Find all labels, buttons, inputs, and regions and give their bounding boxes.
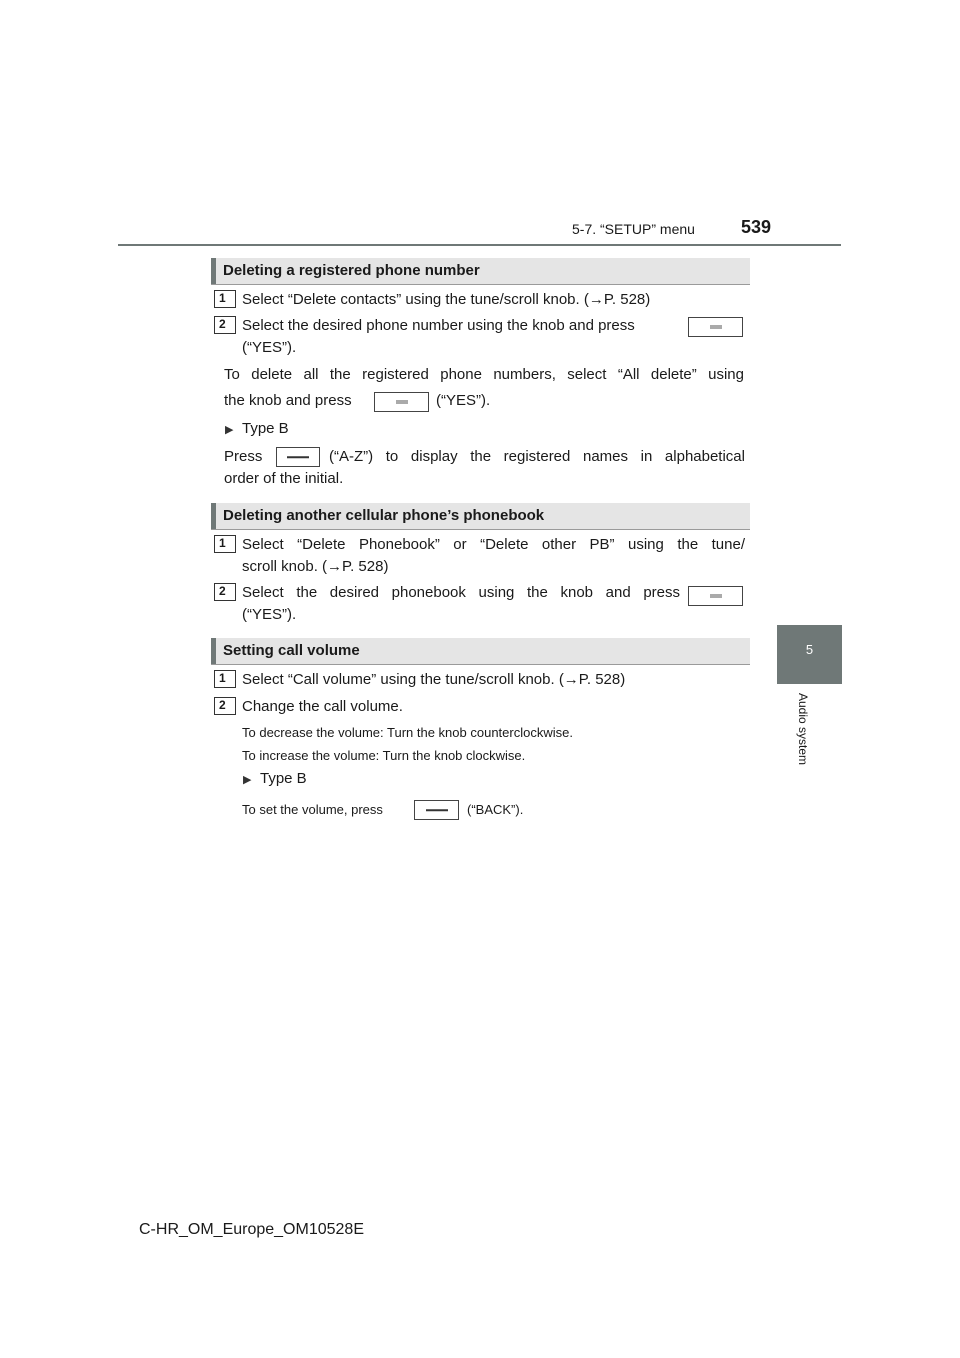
typeb-text: (“A-Z”) to display the registered names in alphabetical (329, 448, 745, 465)
section-title: Deleting another cellular phone’s phonebook (223, 507, 545, 524)
chapter-title: Audio system (796, 693, 810, 766)
note-text: To set the volume, press (242, 802, 383, 817)
note-text: To decrease the volume: Turn the knob counterclockwise. (242, 725, 573, 740)
section-heading-delete-number (211, 258, 750, 285)
section-title: Setting call volume (223, 642, 360, 659)
footer-doc-code: C-HR_OM_Europe_OM10528E (139, 1221, 364, 1238)
triangle-bullet-icon: ▶ (225, 424, 234, 436)
note-text: (“BACK”). (467, 802, 524, 817)
header-rule (118, 244, 841, 246)
yes-button-icon (688, 586, 743, 606)
step-number: 2 (214, 583, 236, 601)
type-label: Type B (242, 420, 289, 437)
section-title: Deleting a registered phone number (223, 262, 480, 279)
chapter-tab (777, 625, 842, 684)
step-text: Select “Delete Phonebook” or “Delete other PB” using the tune/ (242, 536, 745, 553)
step-text: Select “Delete contacts” using the tune/scroll knob. (→P. 528) (242, 291, 651, 308)
note-text: the knob and press (224, 392, 352, 409)
yes-button-icon (374, 392, 429, 412)
triangle-bullet-icon: ▶ (243, 774, 252, 786)
step-text: scroll knob. (→P. 528) (242, 558, 389, 575)
step-text: Change the call volume. (242, 698, 403, 715)
note-text: (“YES”). (436, 392, 491, 409)
typeb-text: order of the initial. (224, 470, 344, 487)
chapter-number: 5 (805, 642, 814, 657)
typeb-text: Press (224, 448, 263, 465)
step-number: 2 (214, 697, 236, 715)
note-text: To delete all the registered phone numbers, select “All delete” using (224, 366, 744, 383)
page-number: 539 (741, 217, 772, 237)
step-text: Select the desired phone number using the knob and press (242, 317, 635, 334)
type-label: Type B (260, 770, 307, 787)
step-number: 1 (214, 290, 236, 308)
section-bar (211, 503, 216, 529)
step-text: (“YES”). (242, 606, 297, 623)
section-bar (211, 258, 216, 284)
az-button-icon (276, 447, 320, 467)
header-section-title: 5-7. “SETUP” menu (572, 221, 695, 237)
step-number: 1 (214, 535, 236, 553)
section-heading-call-volume (211, 638, 750, 665)
step-number: 2 (214, 316, 236, 334)
step-text: Select “Call volume” using the tune/scroll knob. (→P. 528) (242, 671, 626, 688)
step-number: 1 (214, 670, 236, 688)
yes-button-icon (688, 317, 743, 337)
section-heading-delete-phonebook (211, 503, 750, 530)
section-bar (211, 638, 216, 664)
step-text: Select the desired phonebook using the knob and press (242, 584, 680, 601)
note-text: To increase the volume: Turn the knob clockwise. (242, 748, 526, 763)
back-button-icon (414, 800, 459, 820)
step-text: (“YES”). (242, 339, 297, 356)
